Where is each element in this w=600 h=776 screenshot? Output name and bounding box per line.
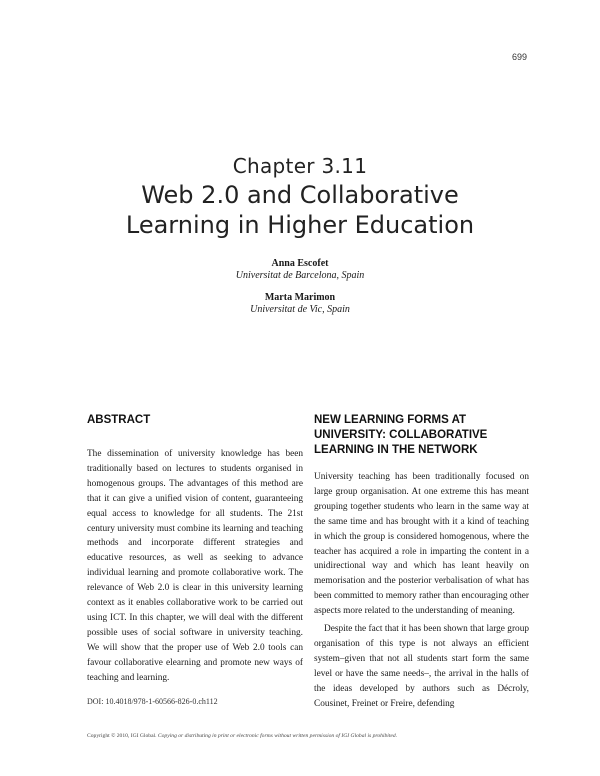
title-line-2: Learning in Higher Education <box>125 211 475 239</box>
author-block-1 <box>0 258 600 282</box>
chapter-title <box>0 180 600 240</box>
section-paragraph-2: Despite the fact that it has been shown that large group organisation of this type is not always an efficient system–given that not all students start form the same level or have the same needs–, the arrival in the halls of the ideas developed by authors such as Décroly, Cousinet, Freinet or Freire, defending <box>314 624 529 709</box>
section-heading: NEW LEARNING FORMS AT UNIVERSITY: COLLABORATIVE LEARNING IN THE NETWORK <box>314 414 488 456</box>
author-affiliation: Universitat de Vic, Spain <box>250 304 350 315</box>
section-paragraph-1: University teaching has been traditionally focused on large group organisation. At one extreme this has meant grouping together students who learn in the same way at the same time and has brought with it a kind of teaching in which the group is considered homogenous, where the teacher has acquired a role in imparting the content in a unidirectional way and which has leant heavily on memorisation and the posterior verbalisation of what has been committed to memory rather than encouraging other aspects more related to the understanding of meaning. <box>314 472 529 617</box>
abstract-column <box>87 413 303 686</box>
author-name: Anna Escofet <box>271 258 329 269</box>
author-affiliation: Universitat de Barcelona, Spain <box>235 270 365 281</box>
abstract-text: The dissemination of university knowledge has been traditionally based on lectures to students organised in homogenous groups. The advantages of this method are that it can give a unified vision of content, guaranteeing equal access to knowledge for all students. The 21st century university must combine its learning and teaching methods and incorporate different strategies and educative resources, as well as seeking to advance individual learning and promote collaborative work. The relevance of Web 2.0 is clear in this university learning context as it enables collaborative work to be carried out using ICT. In this chapter, we will deal with the different possible uses of social software in university teaching. We will show that the proper use of Web 2.0 tools can favour collaborative elearning and promote new ways of teaching and learning. <box>87 449 303 683</box>
page-number: 699 <box>511 52 527 62</box>
copyright-notice <box>87 733 547 739</box>
copyright-text: Copying or distributing in print or electronic forms without written permission of IGI Global is prohibited. <box>157 733 398 739</box>
abstract-heading: ABSTRACT <box>87 414 151 426</box>
doi-line: DOI: 10.4018/978-1-60566-826-0.ch112 <box>87 697 218 706</box>
section-column <box>314 413 529 712</box>
chapter-label: Chapter 3.11 <box>232 154 368 178</box>
copyright-prefix: Copyright © 2010, IGI Global. <box>87 733 158 739</box>
author-block-2 <box>0 292 600 316</box>
title-line-1: Web 2.0 and Collaborative <box>141 181 459 209</box>
author-name: Marta Marimon <box>264 292 336 303</box>
